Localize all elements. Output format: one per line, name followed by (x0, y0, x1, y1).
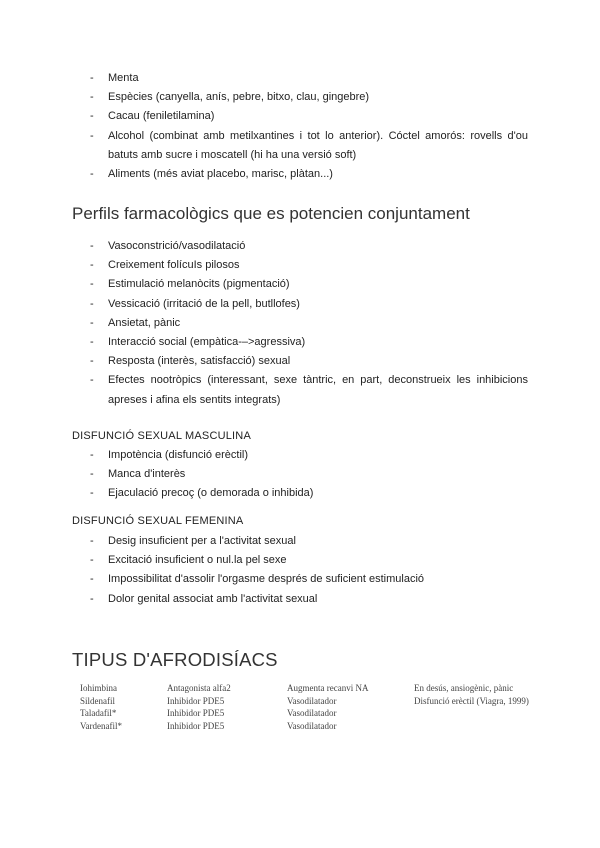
table-cell: En desús, ansiogènic, pànic (414, 683, 514, 693)
profiles-list (90, 237, 528, 410)
table-cell: Sildenafil (80, 695, 115, 706)
list-item: - Dolor genital associat amb l'activitat sexual (90, 590, 528, 609)
list-item: - Aliments (més aviat placebo, marisc, plàtan...) (90, 165, 528, 184)
subheading-female: DISFUNCIÓ SEXUAL FEMENINA (72, 515, 244, 527)
table-cell: Iohimbina (80, 683, 117, 693)
table-cell: Inhibidor PDE5 (167, 720, 225, 731)
subheading-male: DISFUNCIÓ SEXUAL MASCULINA (72, 430, 251, 442)
table-cell: Vardenafil* (80, 720, 122, 731)
table-cell: Vasodilatador (287, 708, 337, 718)
list-item: - Interacció social (empàtica-–>agressiva) (90, 333, 528, 352)
list-item: - Impossibilitat d'assolir l'orgasme després de suficient estimulació (90, 570, 528, 589)
table-cell: Inhibidor PDE5 (167, 708, 225, 718)
table-cell (414, 708, 540, 721)
intro-list (90, 69, 528, 184)
list-item: - Espècies (canyella, anís, pebre, bitxo, clau, gingebre) (90, 88, 528, 107)
section-heading-types: TIPUS D'AFRODISÍACS (72, 649, 278, 670)
list-item: - Creixement folícuIs pilosos (90, 256, 528, 275)
aphrodisiac-table (80, 683, 540, 733)
list-item: - Excitació insuficient o nul.la pel sexe (90, 551, 528, 570)
list-item: - Ejaculació precoç (o demorada o inhibida) (90, 484, 528, 503)
table-cell: Disfunció erèctil (Viagra, 1999) (414, 695, 529, 706)
list-item: - Ansietat, pànic (90, 314, 528, 333)
list-item: - Manca d'interès (90, 465, 528, 484)
list-item: - Alcohol (combinat amb metilxantines i tot lo anterior). Cóctel amorós: rovells d'ou batuts amb sucre i moscatell (hi ha una versió soft) (90, 127, 528, 165)
list-item: - Resposta (interès, satisfacció) sexual (90, 352, 528, 371)
list-item: - Efectes nootròpics (interessant, sexe tàntric, en part, deconstrueix les inhibicions apreses i afina els sentits integrats) (90, 371, 528, 409)
table-row (80, 683, 540, 696)
table-cell: Vasodilatador (287, 695, 337, 706)
list-item: - Vessicació (irritació de la pell, butllofes) (90, 295, 528, 314)
table-cell: Inhibidor PDE5 (167, 695, 225, 706)
list-item: - Vasoconstrició/vasodilatació (90, 237, 528, 256)
table-row (80, 708, 540, 721)
list-item: - Estimulació melanòcits (pigmentació) (90, 275, 528, 294)
table-row (80, 696, 540, 709)
list-item: - Cacau (feniletilamina) (90, 107, 528, 126)
list-item: - Impotència (disfunció erèctil) (90, 446, 528, 465)
table-row (80, 721, 540, 734)
table-cell (414, 721, 540, 734)
female-dysfunction-list (90, 532, 528, 609)
table-cell: Augmenta recanvi NA (287, 683, 369, 693)
list-item: - Menta (90, 69, 528, 88)
table-cell: Taladafil* (80, 708, 117, 718)
list-item: - Desig insuficient per a l'activitat sexual (90, 532, 528, 551)
section-heading-profiles: Perfils farmacològics que es potencien conjuntament (72, 204, 470, 223)
table-cell: Vasodilatador (287, 720, 337, 731)
table-cell: Antagonista alfa2 (167, 683, 231, 693)
male-dysfunction-list (90, 446, 528, 504)
